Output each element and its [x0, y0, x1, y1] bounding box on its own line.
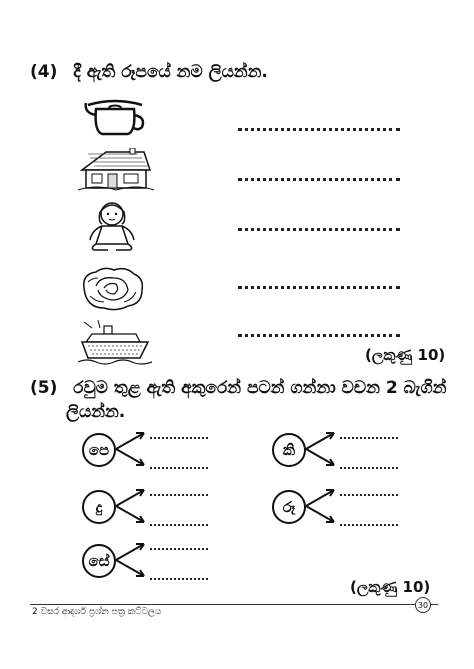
word-tree-4	[272, 484, 402, 532]
answer-dots[interactable]	[340, 437, 398, 439]
answer-dots[interactable]	[340, 494, 398, 496]
branch-arrows	[114, 427, 150, 473]
answer-dots[interactable]	[150, 548, 208, 550]
word-tree-2	[272, 427, 402, 475]
house-icon	[78, 148, 154, 192]
answer-line-4[interactable]	[238, 286, 400, 289]
answer-line-3[interactable]	[238, 228, 400, 231]
question-5-marks: (ලකුණු 10)	[350, 578, 431, 596]
question-5-prompt-line2: ලියන්න.	[66, 402, 126, 422]
answer-line-5[interactable]	[238, 334, 400, 337]
branch-arrows	[114, 484, 150, 530]
question-4-prompt: දී ඇති රූපයේ නම ලියන්න.	[73, 62, 268, 82]
doll-icon	[80, 200, 144, 252]
answer-dots[interactable]	[340, 524, 398, 526]
answer-dots[interactable]	[150, 524, 208, 526]
ship-icon	[78, 318, 152, 368]
footer-rule	[30, 604, 438, 605]
letter-circle: පෙ	[82, 433, 116, 467]
answer-dots[interactable]	[340, 467, 398, 469]
answer-line-1[interactable]	[238, 128, 400, 131]
page-number: 30	[415, 597, 431, 613]
teapot-icon	[80, 95, 150, 137]
letter-circle: සේ	[82, 544, 116, 578]
branch-arrows	[304, 427, 340, 473]
answer-dots[interactable]	[150, 494, 208, 496]
footer-text: 2 වසර ආදර්ශ ප්‍රශ්න පත්‍ර කට්ටලය	[32, 607, 162, 617]
answer-line-2[interactable]	[238, 178, 400, 181]
letter-circle: කි	[272, 433, 306, 467]
answer-dots[interactable]	[150, 467, 208, 469]
letter-circle: දු	[82, 490, 116, 524]
rose-icon	[80, 266, 146, 312]
question-5-number: (5)	[30, 378, 58, 398]
question-4-marks: (ලකුණු 10)	[365, 346, 446, 364]
answer-dots[interactable]	[150, 578, 208, 580]
question-4-number: (4)	[30, 62, 58, 82]
word-tree-1	[82, 427, 212, 475]
branch-arrows	[114, 538, 150, 584]
branch-arrows	[304, 484, 340, 530]
word-tree-3	[82, 484, 212, 532]
question-4-title	[30, 62, 268, 82]
question-5-prompt-line1: රවුම තුළ ඇති අකුරෙන් පටන් ගන්නා වචන 2 බැගින්	[73, 378, 447, 398]
word-tree-5	[82, 538, 212, 586]
letter-circle: රූ	[272, 490, 306, 524]
question-5-title-line1	[30, 378, 446, 398]
answer-dots[interactable]	[150, 437, 208, 439]
